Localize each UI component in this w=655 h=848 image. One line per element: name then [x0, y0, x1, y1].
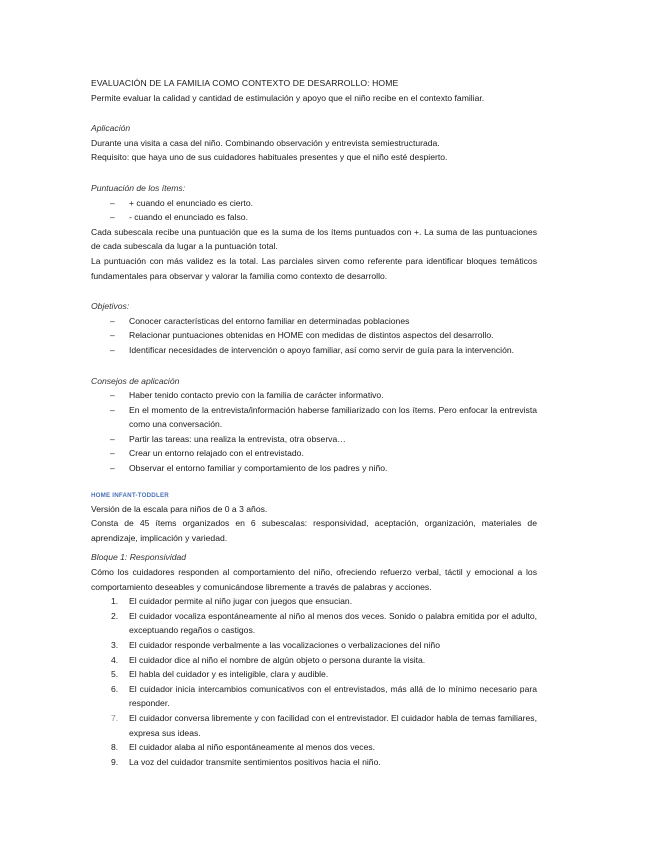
dash-bullet: – — [110, 463, 115, 474]
list-item — [91, 196, 537, 211]
item-number: 5. — [111, 669, 119, 680]
numbered-item — [91, 594, 537, 609]
numbered-item — [91, 609, 537, 638]
home-infant-line: Versión de la escala para niños de 0 a 3 años. — [91, 503, 268, 514]
dash-bullet: – — [110, 197, 115, 208]
list-item-text: + cuando el enunciado es cierto. — [129, 197, 253, 208]
list-item-text: En el momento de la entrevista/información haberse familiarizado con los ítems. Pero enfocar la entrevista como una conversación. — [129, 404, 537, 430]
objetivos-list — [91, 314, 537, 358]
list-item-text: Crear un entorno relajado con el entrevistado. — [129, 448, 304, 459]
list-item-text: Observar el entorno familiar y comportamiento de los padres y niño. — [129, 463, 388, 474]
puntuacion-paragraph: Cada subescala recibe una puntuación que es la suma de los ítems puntuados con +. La suma de las puntuaciones de cada subescala da lugar a la puntuación total. — [91, 226, 537, 252]
dash-bullet: – — [110, 390, 115, 401]
item-number: 3. — [111, 640, 119, 650]
list-item-text: Relacionar puntuaciones obtenidas en HOME con medidas de distintos aspectos del desarrollo. — [129, 330, 494, 341]
item-text: El habla del cuidador y es inteligible, clara y audible. — [129, 669, 329, 680]
bloque1-list — [91, 594, 537, 769]
numbered-item — [91, 740, 537, 755]
list-item-text: Conocer características del entorno familiar en determinadas poblaciones — [129, 315, 410, 326]
item-number: 4. — [111, 654, 119, 665]
item-text: El cuidador dice al niño el nombre de algún objeto o persona durante la visita. — [129, 654, 426, 665]
item-text: El cuidador inicia intercambios comunicativos con el entrevistados, más allá de lo mínimo necesario para responder. — [129, 683, 537, 709]
item-number: 8. — [111, 742, 119, 753]
document-title: EVALUACIÓN DE LA FAMILIA COMO CONTEXTO DE DESARROLLO: HOME — [91, 78, 399, 88]
objetivos-heading: Objetivos: — [91, 301, 130, 312]
numbered-item — [91, 667, 537, 682]
item-number: 7. — [111, 712, 119, 723]
list-item — [91, 403, 537, 432]
item-text: El cuidador vocaliza espontáneamente al niño al menos dos veces. Sonido o palabra emitida por el adulto, exceptuando regaños o castigos. — [129, 610, 537, 636]
numbered-item — [91, 653, 537, 668]
list-item — [91, 432, 537, 447]
list-item — [91, 328, 537, 343]
dash-bullet: – — [110, 404, 115, 415]
item-number: 6. — [111, 683, 119, 694]
list-item — [91, 461, 537, 476]
bloque1-description: Cómo los cuidadores responden al comportamiento del niño, ofreciendo refuerzo verbal, táctil y emocional a los comportamiento deseables y comunicándose libremente a través de palabras y acciones. — [91, 567, 537, 592]
document-content — [91, 76, 537, 769]
list-item-text: Partir las tareas: una realiza la entrevista, otra observa… — [129, 433, 346, 444]
list-item-text: Haber tenido contacto previo con la familia de carácter informativo. — [129, 390, 384, 401]
puntuacion-paragraph: La puntuación con más validez es la total. Las parciales sirven como referente para identificar bloques temáticos fundamentales para observar y valorar la familia como contexto de desarrollo. — [91, 255, 537, 281]
list-item — [91, 210, 537, 225]
item-text: El cuidador responde verbalmente a las vocalizaciones o verbalizaciones del niño — [129, 640, 440, 650]
item-number: 1. — [111, 596, 119, 607]
item-text: La voz del cuidador transmite sentimientos positivos hacia el niño. — [129, 756, 381, 767]
puntuacion-list — [91, 196, 537, 225]
dash-bullet: – — [110, 448, 115, 459]
numbered-item — [91, 682, 537, 711]
item-number: 9. — [111, 756, 119, 767]
item-text: El cuidador permite al niño jugar con juegos que ensucian. — [129, 596, 353, 607]
puntuacion-heading: Puntuación de los ítems: — [91, 182, 186, 193]
consejos-list — [91, 388, 537, 476]
list-item — [91, 343, 537, 358]
list-item-text: Identificar necesidades de intervención o apoyo familiar, así como servir de guía para la intervención. — [129, 344, 515, 355]
dash-bullet: – — [110, 330, 115, 341]
dash-bullet: – — [110, 315, 115, 326]
list-item — [91, 314, 537, 329]
aplicacion-heading: Aplicación — [91, 123, 131, 134]
numbered-item — [91, 755, 537, 770]
dash-bullet: – — [110, 212, 115, 223]
home-infant-line: Consta de 45 ítems organizados en 6 subescalas: responsividad, aceptación, organización, materiales de aprendizaje, implicación y variedad. — [91, 518, 537, 543]
dash-bullet: – — [110, 433, 115, 444]
numbered-item — [91, 638, 537, 653]
list-item-text: - cuando el enunciado es falso. — [129, 212, 248, 223]
intro-text: Permite evaluar la calidad y cantidad de estimulación y apoyo que el niño recibe en el contexto familiar. — [91, 92, 485, 103]
home-infant-heading: HOME INFANT-TODDLER — [91, 491, 169, 499]
dash-bullet: – — [110, 344, 115, 355]
item-number: 2. — [111, 610, 119, 621]
bloque1-heading: Bloque 1: Responsividad — [91, 552, 187, 563]
aplicacion-line: Requisito: que haya uno de sus cuidadores habituales presentes y que el niño esté despierto. — [91, 152, 448, 163]
list-item — [91, 388, 537, 403]
item-text: El cuidador alaba al niño espontáneamente al menos dos veces. — [129, 742, 376, 753]
item-text: El cuidador conversa libremente y con facilidad con el entrevistador. El cuidador habla de temas familiares, expresa sus ideas. — [129, 712, 537, 738]
consejos-heading: Consejos de aplicación — [91, 375, 180, 386]
list-item — [91, 446, 537, 461]
numbered-item — [91, 711, 537, 740]
aplicacion-line: Durante una visita a casa del niño. Combinando observación y entrevista semiestructurada. — [91, 137, 440, 148]
